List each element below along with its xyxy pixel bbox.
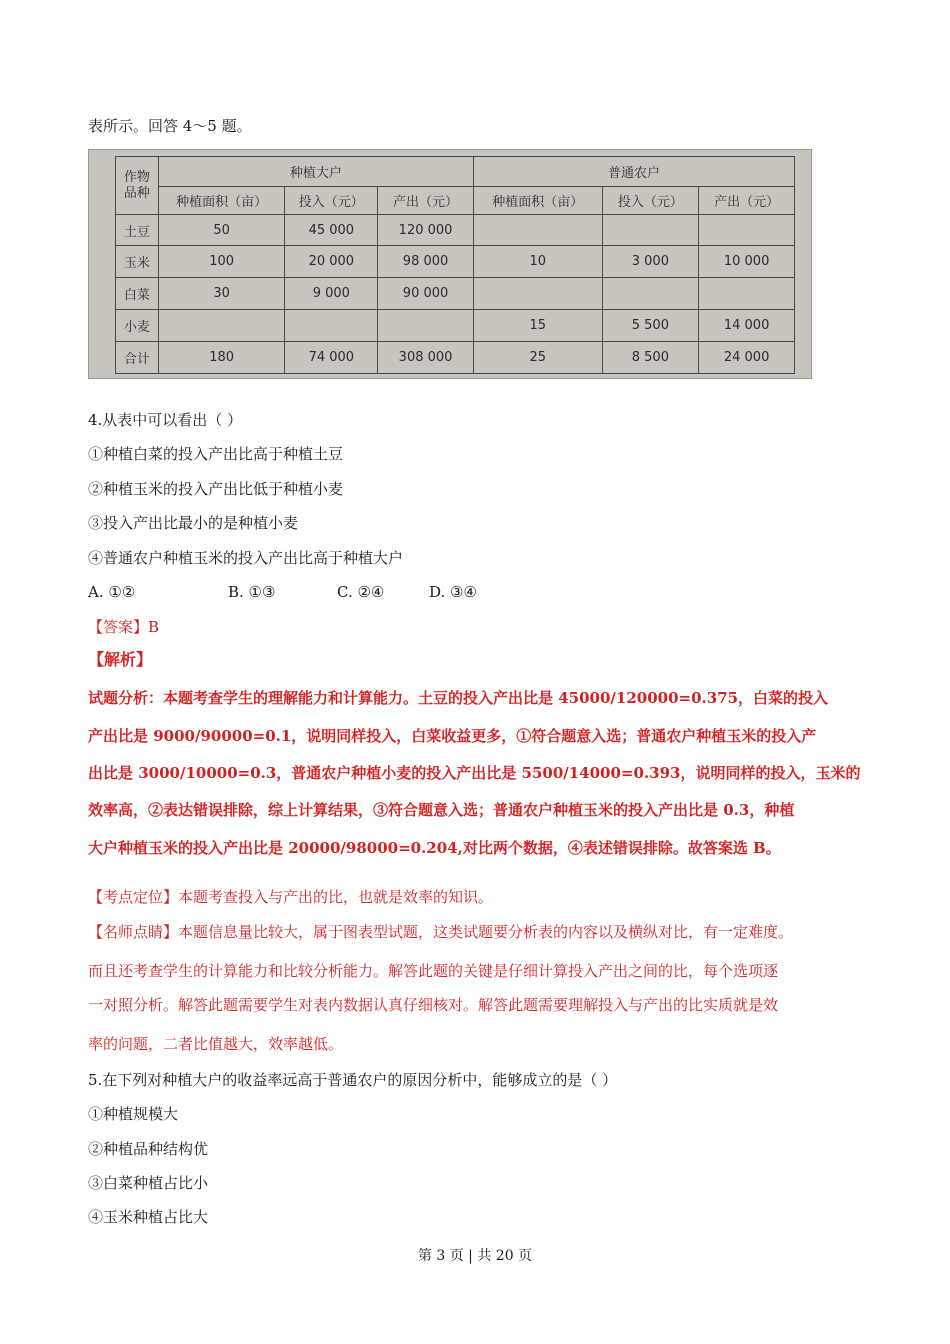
- q4-choice-a: A. ①②: [88, 583, 136, 601]
- q4-option: ③投入产出比最小的是种植小麦: [88, 514, 299, 532]
- intro-text: 表所示。回答 4～5 题。: [88, 117, 252, 135]
- table-row: [116, 310, 795, 342]
- q4-choice-b: B. ①③: [228, 583, 276, 601]
- table-cell: 50: [158, 215, 285, 246]
- q5-option: ②种植品种结构优: [88, 1140, 209, 1158]
- analysis-line: 大户种植玉米的投入产出比是 20000/98000=0.204,对比两个数据，④表述错误排除。故答案选 B。: [88, 839, 781, 857]
- crop-table: [115, 156, 795, 374]
- mingshi-line: 率的问题，二者比值越大，效率越低。: [88, 1035, 344, 1053]
- table-cell: [602, 278, 699, 310]
- q4-option: ②种植玉米的投入产出比低于种植小麦: [88, 480, 344, 498]
- group-header-big: 种植大户: [158, 157, 473, 187]
- crop-name: 玉米: [116, 246, 159, 278]
- table-cell: 20 000: [285, 246, 378, 278]
- mingshi-line: 一对照分析。解答此题需要学生对表内数据认真仔细核对。解答此题需要理解投入与产出的比实质就是效: [88, 996, 779, 1014]
- table-cell: 15: [473, 310, 602, 342]
- subheader: 投入（元）: [285, 187, 378, 215]
- subheader: 产出（元）: [378, 187, 474, 215]
- subheader: 种植面积（亩）: [473, 187, 602, 215]
- q5-option: ③白菜种植占比小: [88, 1174, 209, 1192]
- q4-answer: 【答案】B: [88, 618, 160, 636]
- table-cell: 30: [158, 278, 285, 310]
- table-cell: 98 000: [378, 246, 474, 278]
- table-cell: 308 000: [378, 342, 474, 374]
- table-cell: [473, 215, 602, 246]
- crop-name: 土豆: [116, 215, 159, 246]
- subheader: 种植面积（亩）: [158, 187, 285, 215]
- crop-name: 白菜: [116, 278, 159, 310]
- table-cell: [699, 278, 795, 310]
- table-cell: 24 000: [699, 342, 795, 374]
- q5-stem: 5.在下列对种植大户的收益率远高于普通农户的原因分析中，能够成立的是（ ）: [88, 1071, 618, 1089]
- q4-stem: 4.从表中可以看出（ ）: [88, 411, 243, 429]
- table-cell: [158, 310, 285, 342]
- q5-option: ①种植规模大: [88, 1105, 179, 1123]
- mingshi-line: 【名师点睛】本题信息量比较大，属于图表型试题，这类试题要分析表的内容以及横纵对比，有一定难度。: [88, 923, 794, 941]
- table-row: [116, 278, 795, 310]
- crop-table-image: [88, 149, 812, 379]
- table-cell: [602, 215, 699, 246]
- table-cell: 10 000: [699, 246, 795, 278]
- q5-option: ④玉米种植占比大: [88, 1208, 209, 1226]
- q4-analysis-title: 【解析】: [88, 650, 153, 669]
- q4-choice-d: D. ③④: [429, 583, 477, 601]
- table-cell: 100: [158, 246, 285, 278]
- analysis-line: 效率高，②表达错误排除，综上计算结果，③符合题意入选；普通农户种植玉米的投入产出比是 0.3，种植: [88, 801, 795, 819]
- table-cell: 14 000: [699, 310, 795, 342]
- group-header-normal: 普通农户: [473, 157, 794, 187]
- mingshi-line: 而且还考查学生的计算能力和比较分析能力。解答此题的关键是仔细计算投入产出之间的比，每个选项逐: [88, 962, 779, 980]
- table-cell: [285, 310, 378, 342]
- q4-option: ④普通农户种植玉米的投入产出比高于种植大户: [88, 549, 404, 567]
- table-row: [116, 342, 795, 374]
- page-footer: 第 3 页 | 共 20 页: [417, 1248, 533, 1264]
- table-cell: [473, 278, 602, 310]
- table-cell: 5 500: [602, 310, 699, 342]
- analysis-line: 出比是 3000/10000=0.3，普通农户种植小麦的投入产出比是 5500/14000=0.393，说明同样的投入，玉米的: [88, 764, 861, 782]
- analysis-line: 试题分析：本题考查学生的理解能力和计算能力。土豆的投入产出比是 45000/120000=0.375，白菜的投入: [88, 689, 829, 707]
- table-cell: 180: [158, 342, 285, 374]
- table-cell: 3 000: [602, 246, 699, 278]
- table-cell: 74 000: [285, 342, 378, 374]
- q4-option: ①种植白菜的投入产出比高于种植土豆: [88, 445, 344, 463]
- subheader: 投入（元）: [602, 187, 699, 215]
- table-cell: 120 000: [378, 215, 474, 246]
- table-cell: [378, 310, 474, 342]
- table-cell: 9 000: [285, 278, 378, 310]
- subheader: 产出（元）: [699, 187, 795, 215]
- corner-header: 作物 品种: [116, 157, 159, 215]
- table-cell: 25: [473, 342, 602, 374]
- table-cell: 8 500: [602, 342, 699, 374]
- table-cell: 45 000: [285, 215, 378, 246]
- crop-name: 合计: [116, 342, 159, 374]
- q4-choice-c: C. ②④: [337, 583, 385, 601]
- table-cell: 10: [473, 246, 602, 278]
- kaodian-text: 【考点定位】本题考查投入与产出的比，也就是效率的知识。: [88, 888, 494, 906]
- table-row: [116, 246, 795, 278]
- table-row: [116, 215, 795, 246]
- table-cell: 90 000: [378, 278, 474, 310]
- table-cell: [699, 215, 795, 246]
- crop-name: 小麦: [116, 310, 159, 342]
- analysis-line: 产出比是 9000/90000=0.1，说明同样投入，白菜收益更多，①符合题意入选；普通农户种植玉米的投入产: [88, 727, 817, 745]
